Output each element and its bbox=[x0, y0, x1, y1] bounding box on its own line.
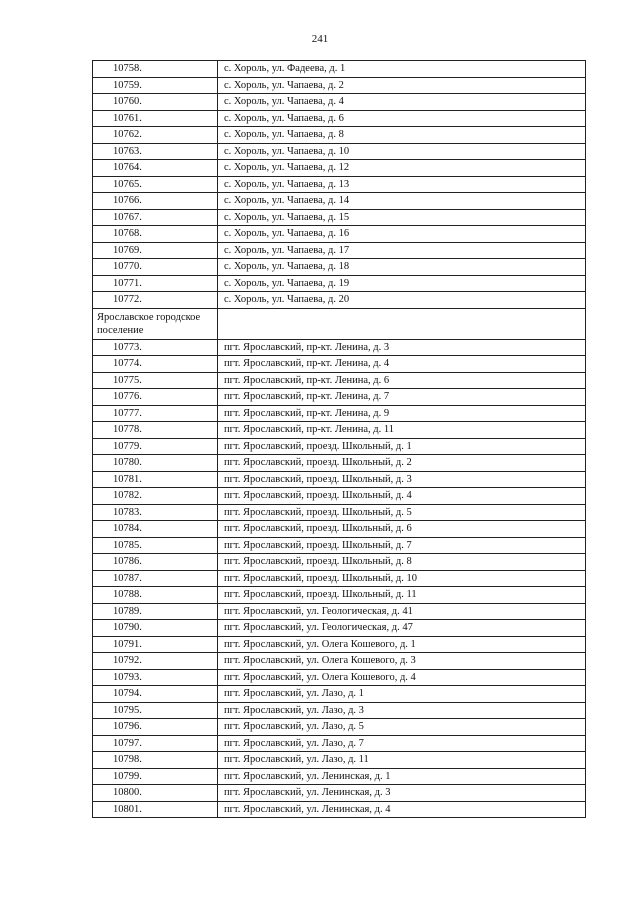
table-row bbox=[93, 405, 586, 422]
row-address: пгт. Ярославский, проезд. Школьный, д. 2 bbox=[218, 455, 586, 472]
row-address: с. Хороль, ул. Чапаева, д. 10 bbox=[218, 143, 586, 160]
row-number: 10789. bbox=[93, 603, 218, 620]
row-number: 10758. bbox=[93, 61, 218, 78]
address-table-body bbox=[93, 61, 586, 818]
row-number: 10783. bbox=[93, 504, 218, 521]
table-row bbox=[93, 77, 586, 94]
table-row bbox=[93, 603, 586, 620]
table-row bbox=[93, 372, 586, 389]
row-number: 10759. bbox=[93, 77, 218, 94]
table-row bbox=[93, 61, 586, 78]
row-address: с. Хороль, ул. Чапаева, д. 13 bbox=[218, 176, 586, 193]
table-row bbox=[93, 455, 586, 472]
row-address: с. Хороль, ул. Чапаева, д. 16 bbox=[218, 226, 586, 243]
row-address: пгт. Ярославский, ул. Лазо, д. 3 bbox=[218, 702, 586, 719]
row-address: с. Хороль, ул. Чапаева, д. 15 bbox=[218, 209, 586, 226]
row-number: 10763. bbox=[93, 143, 218, 160]
table-row bbox=[93, 752, 586, 769]
row-address: пгт. Ярославский, проезд. Школьный, д. 7 bbox=[218, 537, 586, 554]
row-number: 10767. bbox=[93, 209, 218, 226]
row-number: 10779. bbox=[93, 438, 218, 455]
section-empty-cell bbox=[218, 308, 586, 339]
row-number: 10772. bbox=[93, 292, 218, 309]
table-row bbox=[93, 521, 586, 538]
section-row bbox=[93, 308, 586, 339]
row-number: 10792. bbox=[93, 653, 218, 670]
row-address: пгт. Ярославский, ул. Олега Кошевого, д. 4 bbox=[218, 669, 586, 686]
row-address: с. Хороль, ул. Чапаева, д. 17 bbox=[218, 242, 586, 259]
table-row bbox=[93, 735, 586, 752]
row-address: пгт. Ярославский, пр-кт. Ленина, д. 11 bbox=[218, 422, 586, 439]
table-row bbox=[93, 176, 586, 193]
page-number: 241 bbox=[311, 33, 329, 45]
row-address: с. Хороль, ул. Чапаева, д. 2 bbox=[218, 77, 586, 94]
row-number: 10776. bbox=[93, 389, 218, 406]
row-address: пгт. Ярославский, ул. Лазо, д. 11 bbox=[218, 752, 586, 769]
row-address: пгт. Ярославский, проезд. Школьный, д. 3 bbox=[218, 471, 586, 488]
row-number: 10797. bbox=[93, 735, 218, 752]
row-address: пгт. Ярославский, проезд. Школьный, д. 1 bbox=[218, 438, 586, 455]
row-number: 10785. bbox=[93, 537, 218, 554]
row-address: с. Хороль, ул. Чапаева, д. 4 bbox=[218, 94, 586, 111]
row-address: с. Хороль, ул. Чапаева, д. 14 bbox=[218, 193, 586, 210]
row-number: 10800. bbox=[93, 785, 218, 802]
table-row bbox=[93, 356, 586, 373]
table-row bbox=[93, 389, 586, 406]
row-number: 10764. bbox=[93, 160, 218, 177]
table-row bbox=[93, 143, 586, 160]
table-row bbox=[93, 768, 586, 785]
row-number: 10788. bbox=[93, 587, 218, 604]
row-address: с. Хороль, ул. Чапаева, д. 20 bbox=[218, 292, 586, 309]
row-number: 10793. bbox=[93, 669, 218, 686]
row-number: 10780. bbox=[93, 455, 218, 472]
row-address: с. Хороль, ул. Фадеева, д. 1 bbox=[218, 61, 586, 78]
row-number: 10787. bbox=[93, 570, 218, 587]
table-row bbox=[93, 242, 586, 259]
table-row bbox=[93, 785, 586, 802]
address-table bbox=[92, 60, 586, 818]
table-row bbox=[93, 669, 586, 686]
row-address: пгт. Ярославский, проезд. Школьный, д. 10 bbox=[218, 570, 586, 587]
row-number: 10773. bbox=[93, 339, 218, 356]
row-address: пгт. Ярославский, ул. Олега Кошевого, д. 3 bbox=[218, 653, 586, 670]
row-address: с. Хороль, ул. Чапаева, д. 6 bbox=[218, 110, 586, 127]
table-row bbox=[93, 110, 586, 127]
row-number: 10762. bbox=[93, 127, 218, 144]
row-number: 10778. bbox=[93, 422, 218, 439]
row-number: 10770. bbox=[93, 259, 218, 276]
row-address: с. Хороль, ул. Чапаева, д. 8 bbox=[218, 127, 586, 144]
row-address: пгт. Ярославский, ул. Лазо, д. 7 bbox=[218, 735, 586, 752]
row-number: 10794. bbox=[93, 686, 218, 703]
row-address: пгт. Ярославский, пр-кт. Ленина, д. 6 bbox=[218, 372, 586, 389]
row-address: с. Хороль, ул. Чапаева, д. 18 bbox=[218, 259, 586, 276]
row-number: 10760. bbox=[93, 94, 218, 111]
table-row bbox=[93, 471, 586, 488]
table-row bbox=[93, 587, 586, 604]
row-number: 10795. bbox=[93, 702, 218, 719]
row-address: пгт. Ярославский, пр-кт. Ленина, д. 4 bbox=[218, 356, 586, 373]
section-label: Ярославское городское поселение bbox=[93, 308, 218, 339]
table-row bbox=[93, 259, 586, 276]
table-row bbox=[93, 719, 586, 736]
row-address: пгт. Ярославский, пр-кт. Ленина, д. 9 bbox=[218, 405, 586, 422]
row-address: пгт. Ярославский, пр-кт. Ленина, д. 7 bbox=[218, 389, 586, 406]
row-number: 10768. bbox=[93, 226, 218, 243]
row-number: 10786. bbox=[93, 554, 218, 571]
row-address: пгт. Ярославский, ул. Геологическая, д. 41 bbox=[218, 603, 586, 620]
table-row bbox=[93, 94, 586, 111]
row-number: 10765. bbox=[93, 176, 218, 193]
table-row bbox=[93, 292, 586, 309]
row-number: 10761. bbox=[93, 110, 218, 127]
row-number: 10766. bbox=[93, 193, 218, 210]
row-address: пгт. Ярославский, пр-кт. Ленина, д. 3 bbox=[218, 339, 586, 356]
table-row bbox=[93, 488, 586, 505]
row-number: 10771. bbox=[93, 275, 218, 292]
table-row bbox=[93, 193, 586, 210]
table-row bbox=[93, 504, 586, 521]
table-row bbox=[93, 422, 586, 439]
row-address: пгт. Ярославский, проезд. Школьный, д. 11 bbox=[218, 587, 586, 604]
row-number: 10796. bbox=[93, 719, 218, 736]
table-row bbox=[93, 570, 586, 587]
row-number: 10775. bbox=[93, 372, 218, 389]
table-row bbox=[93, 686, 586, 703]
row-address: с. Хороль, ул. Чапаева, д. 19 bbox=[218, 275, 586, 292]
table-row bbox=[93, 209, 586, 226]
table-row bbox=[93, 554, 586, 571]
row-address: пгт. Ярославский, проезд. Школьный, д. 4 bbox=[218, 488, 586, 505]
row-number: 10801. bbox=[93, 801, 218, 818]
table-row bbox=[93, 160, 586, 177]
row-number: 10790. bbox=[93, 620, 218, 637]
row-address: пгт. Ярославский, проезд. Школьный, д. 6 bbox=[218, 521, 586, 538]
table-row bbox=[93, 537, 586, 554]
table-row bbox=[93, 275, 586, 292]
row-number: 10777. bbox=[93, 405, 218, 422]
row-address: пгт. Ярославский, проезд. Школьный, д. 5 bbox=[218, 504, 586, 521]
table-row bbox=[93, 653, 586, 670]
row-address: пгт. Ярославский, ул. Ленинская, д. 1 bbox=[218, 768, 586, 785]
row-address: пгт. Ярославский, ул. Лазо, д. 1 bbox=[218, 686, 586, 703]
row-number: 10774. bbox=[93, 356, 218, 373]
row-address: пгт. Ярославский, ул. Ленинская, д. 3 bbox=[218, 785, 586, 802]
table-row bbox=[93, 702, 586, 719]
row-number: 10798. bbox=[93, 752, 218, 769]
row-address: пгт. Ярославский, ул. Лазо, д. 5 bbox=[218, 719, 586, 736]
row-address: пгт. Ярославский, ул. Ленинская, д. 4 bbox=[218, 801, 586, 818]
row-address: пгт. Ярославский, ул. Олега Кошевого, д. 1 bbox=[218, 636, 586, 653]
row-number: 10799. bbox=[93, 768, 218, 785]
row-number: 10781. bbox=[93, 471, 218, 488]
table-row bbox=[93, 620, 586, 637]
row-number: 10791. bbox=[93, 636, 218, 653]
table-row bbox=[93, 127, 586, 144]
row-address: пгт. Ярославский, проезд. Школьный, д. 8 bbox=[218, 554, 586, 571]
table-row bbox=[93, 339, 586, 356]
row-number: 10769. bbox=[93, 242, 218, 259]
table-row bbox=[93, 226, 586, 243]
row-address: с. Хороль, ул. Чапаева, д. 12 bbox=[218, 160, 586, 177]
table-row bbox=[93, 801, 586, 818]
row-number: 10784. bbox=[93, 521, 218, 538]
table-row bbox=[93, 636, 586, 653]
table-row bbox=[93, 438, 586, 455]
row-number: 10782. bbox=[93, 488, 218, 505]
row-address: пгт. Ярославский, ул. Геологическая, д. 47 bbox=[218, 620, 586, 637]
